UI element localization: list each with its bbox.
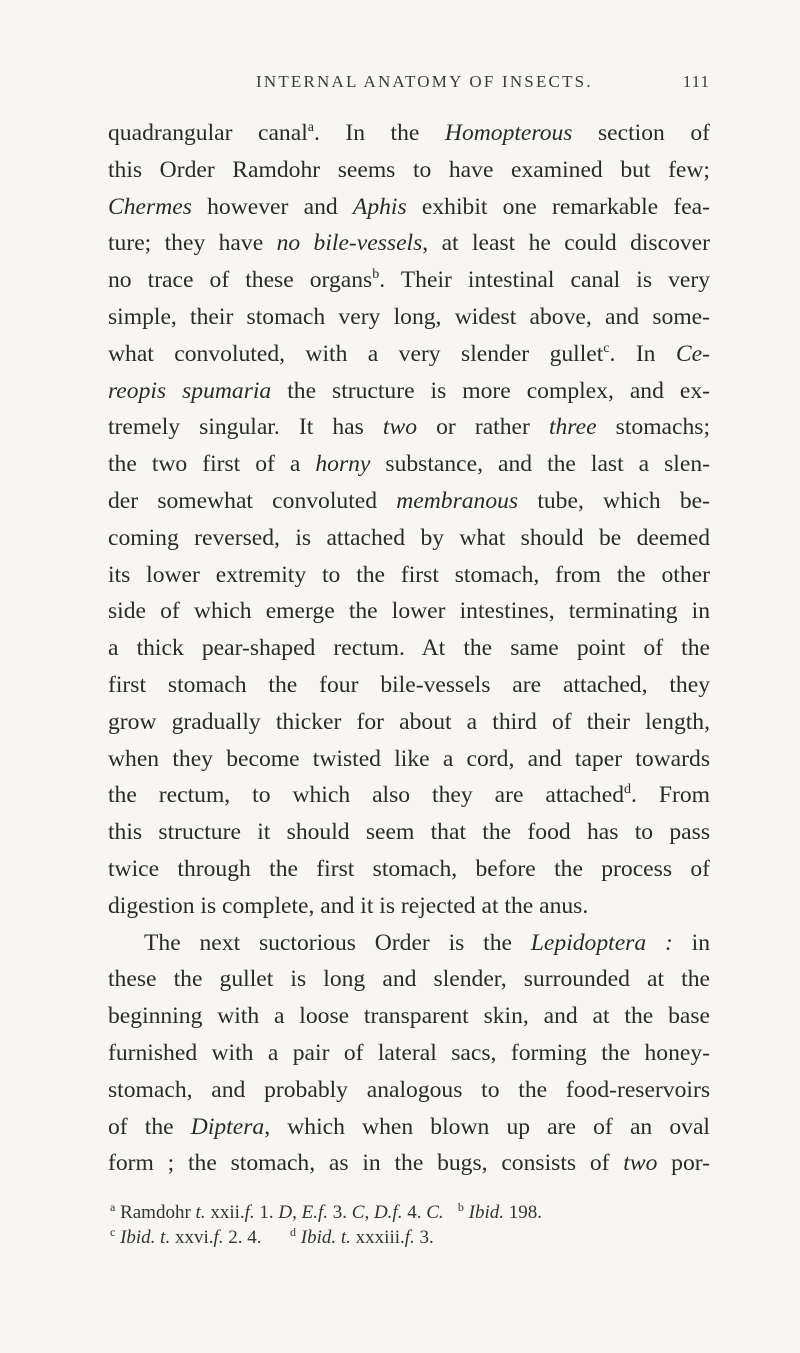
- text-run: its lower extremity to the first stomach, from the other: [108, 561, 710, 588]
- footnote-marker: d: [290, 1225, 297, 1240]
- text-line: [108, 299, 710, 336]
- text-run: 3.: [414, 1227, 434, 1249]
- text-line: [108, 704, 710, 741]
- text-run: the two first of a: [108, 451, 316, 478]
- text-line: [108, 961, 710, 998]
- footnote-marker: c: [110, 1225, 116, 1240]
- text-run: 2. 4.: [223, 1227, 291, 1249]
- italic-run: t.: [195, 1202, 206, 1224]
- text-run: or rather: [417, 414, 549, 441]
- text-line: [108, 409, 710, 446]
- text-run: . Their intestinal canal is very: [379, 267, 711, 294]
- text-run: xxxiii.: [350, 1227, 405, 1249]
- text-line: [108, 152, 710, 189]
- text-run: tube, which be-: [518, 487, 711, 514]
- text-run: the rectum, to which also they are attached: [108, 782, 624, 809]
- italic-run: Lepidoptera :: [530, 929, 673, 956]
- text-run: quadrangular canal: [108, 120, 308, 146]
- italic-run: Chermes: [108, 193, 192, 220]
- text-run: coming reversed, is attached by what should be deemed: [108, 524, 710, 551]
- text-line: [108, 1109, 710, 1146]
- italic-run: two: [623, 1150, 658, 1177]
- text-line: [108, 998, 710, 1035]
- text-run: twice through the first stomach, before the process of: [108, 855, 710, 882]
- footnote-marker: c: [603, 340, 610, 356]
- footnote-marker: a: [110, 1200, 116, 1215]
- text-line: [108, 557, 710, 594]
- text-run: 4.: [402, 1202, 427, 1224]
- text-run: por-: [657, 1150, 710, 1177]
- italic-run: membranous: [396, 487, 519, 514]
- italic-run: Diptera: [190, 1113, 265, 1140]
- italic-run: Homopterous: [444, 120, 573, 146]
- text-run: what convoluted, with a very slender gullet: [108, 340, 604, 367]
- text-run: 3.: [328, 1202, 352, 1224]
- text-run: xxvi.: [170, 1227, 214, 1249]
- text-line: [108, 262, 710, 299]
- page-number: 111: [682, 72, 710, 91]
- text-run: tremely singular. It has: [108, 414, 383, 441]
- footnote-marker: b: [372, 267, 380, 283]
- text-run: . In the: [313, 120, 445, 146]
- text-run: however and: [191, 193, 353, 220]
- text-run: form ; the stomach, as in the bugs, consists of: [108, 1150, 624, 1177]
- text-run: of the: [108, 1113, 191, 1140]
- footnote-line: [108, 1200, 710, 1225]
- text-run: stomachs;: [596, 414, 711, 441]
- text-run: ture; they have: [108, 230, 277, 257]
- text-run: , which when blown up are of an oval: [264, 1113, 710, 1140]
- text-run: beginning with a loose transparent skin, and at the base: [108, 1003, 710, 1030]
- italic-run: D, E.f.: [278, 1202, 329, 1224]
- text-run: 1.: [254, 1202, 279, 1224]
- text-run: when they become twisted like a cord, and taper towards: [108, 745, 710, 772]
- footnotes: [108, 1200, 710, 1250]
- text-run: . From: [631, 782, 710, 809]
- text-line: [108, 1145, 710, 1182]
- text-line: [108, 1035, 710, 1072]
- text-run: 198.: [504, 1202, 543, 1224]
- text-run: simple, their stomach very long, widest above, and some-: [108, 303, 710, 330]
- footnote-line: [108, 1225, 710, 1250]
- text-line: [108, 814, 710, 851]
- text-run: no trace of these organs: [108, 267, 373, 294]
- text-run: these the gullet is long and slender, surrounded at the: [108, 966, 710, 993]
- footnote-marker: a: [307, 120, 314, 135]
- italic-run: f.: [213, 1227, 224, 1249]
- text-line: [108, 667, 710, 704]
- text-run: digestion is complete, and it is rejected at the anus.: [108, 892, 589, 919]
- text-line: [108, 630, 710, 667]
- text-run: The next suctorious Order is the: [144, 929, 531, 956]
- text-run: . In: [609, 340, 676, 367]
- italic-run: no bile-vessels: [276, 230, 423, 257]
- text-line: [108, 925, 710, 962]
- italic-run: Aphis: [352, 193, 407, 220]
- text-line: [108, 520, 710, 557]
- text-run: Ramdohr: [115, 1202, 196, 1224]
- italic-run: f.: [404, 1227, 415, 1249]
- text-run: [444, 1202, 458, 1223]
- italic-run: Ibid. t.: [300, 1227, 351, 1249]
- text-line: [108, 777, 710, 814]
- italic-run: reopis spumaria: [108, 377, 272, 404]
- text-line: [108, 336, 710, 373]
- text-run: der somewhat convoluted: [108, 487, 397, 514]
- footnote-marker: d: [624, 782, 631, 798]
- text-run: section of: [572, 120, 710, 146]
- footnote-marker: b: [457, 1200, 464, 1215]
- book-page: [108, 72, 710, 1250]
- text-line: [108, 741, 710, 778]
- italic-run: three: [548, 414, 597, 441]
- text-line: [108, 115, 710, 152]
- italic-run: C, D.f.: [351, 1202, 403, 1224]
- text-run: side of which emerge the lower intestines, terminating in: [108, 598, 710, 625]
- text-run: stomach, and probably analogous to the food-reservoirs: [108, 1076, 710, 1103]
- running-title: INTERNAL ANATOMY OF INSECTS.: [256, 72, 593, 91]
- text-line: [108, 888, 710, 925]
- text-run: this structure it should seem that the food has to pass: [108, 819, 710, 846]
- text-run: exhibit one remarkable fea-: [406, 193, 710, 220]
- text-line: [108, 593, 710, 630]
- text-run: substance, and the last a slen-: [370, 451, 710, 478]
- text-run: grow gradually thicker for about a third of their length,: [108, 708, 710, 735]
- text-line: [108, 851, 710, 888]
- text-line: [108, 483, 710, 520]
- text-line: [108, 446, 710, 483]
- text-line: [108, 373, 710, 410]
- text-run: , at least he could discover: [422, 230, 710, 257]
- italic-run: C.: [426, 1202, 444, 1224]
- text-run: furnished with a pair of lateral sacs, forming the honey-: [108, 1039, 710, 1066]
- italic-run: horny: [315, 451, 371, 478]
- body-text: [108, 115, 710, 1182]
- text-line: [108, 189, 710, 226]
- italic-run: Ibid. t.: [120, 1227, 171, 1249]
- italic-run: Ce-: [675, 340, 710, 367]
- text-run: a thick pear-shaped rectum. At the same point of the: [108, 635, 710, 662]
- italic-run: Ibid.: [468, 1202, 505, 1224]
- text-run: this Order Ramdohr seems to have examined but few;: [108, 156, 710, 183]
- text-run: first stomach the four bile-vessels are attached, they: [108, 671, 710, 698]
- text-run: in: [672, 929, 710, 956]
- text-run: xxii.: [205, 1202, 245, 1224]
- italic-run: f.: [244, 1202, 255, 1224]
- text-line: [108, 225, 710, 262]
- text-line: [108, 1072, 710, 1109]
- text-run: the structure is more complex, and ex-: [271, 377, 710, 404]
- running-header: [108, 72, 710, 98]
- italic-run: two: [382, 414, 417, 441]
